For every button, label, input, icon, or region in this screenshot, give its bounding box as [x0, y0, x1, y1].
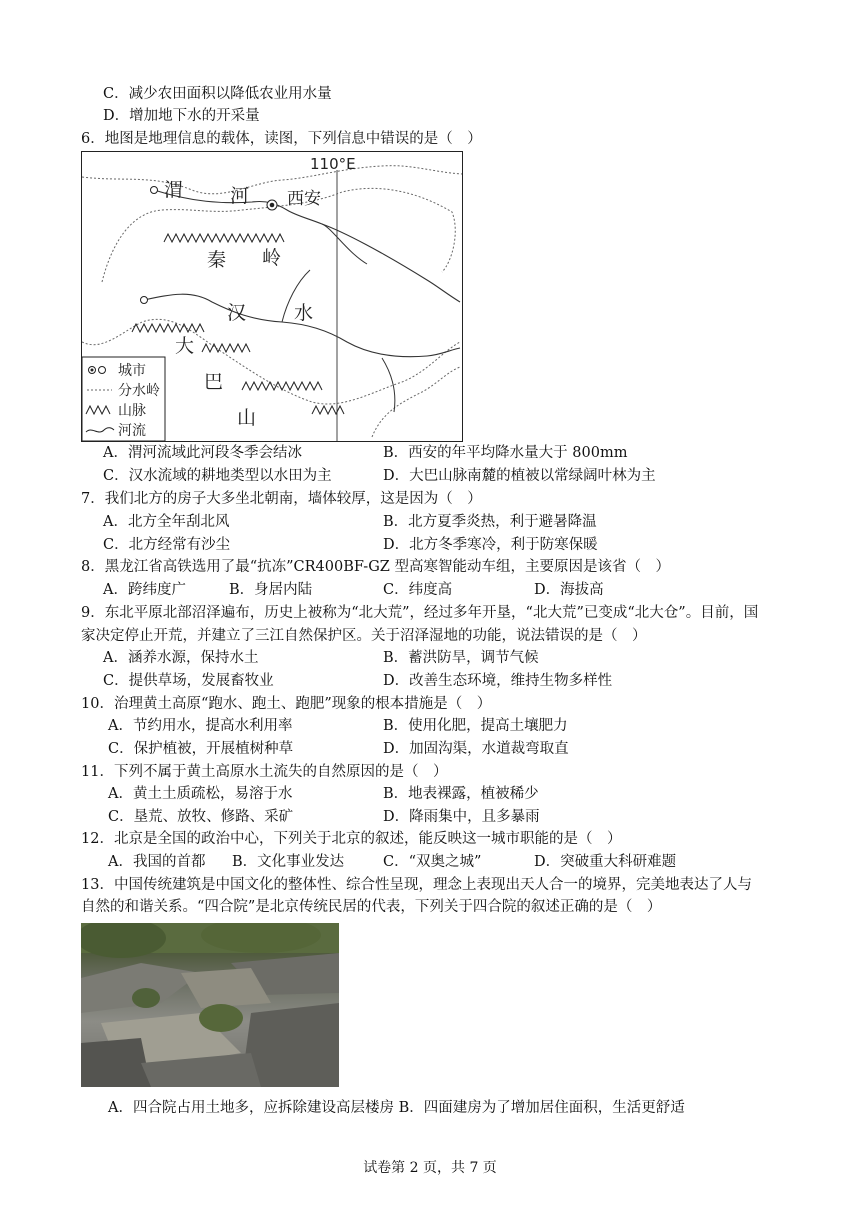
- q11-option-a: A．黄土土质疏松，易溶于水: [108, 786, 293, 802]
- q12-option-b: B．文化事业发达: [232, 854, 345, 870]
- q12-option-d: D．突破重大科研难题: [534, 854, 677, 870]
- map-longitude-label: 110°E: [310, 155, 356, 173]
- q5-option-c: C．减少农田面积以降低农业用水量: [103, 86, 332, 102]
- q9-option-c: C．提供草场，发展畜牧业: [103, 673, 274, 689]
- q9-stem-line1: 9．东北平原北部沼泽遍布，历史上被称为“北大荒”，经过多年开垦，“北大荒”已变成“北大仓”。目前，国: [81, 605, 759, 621]
- map-label-da: 大: [175, 335, 195, 357]
- map-label-shui: 水: [294, 302, 314, 324]
- legend-watershed: 分水岭: [118, 383, 160, 399]
- q6-option-c: C．汉水流域的耕地类型以水田为主: [103, 468, 332, 484]
- map-legend: [82, 357, 165, 441]
- q12-option-a: A．我国的首都: [108, 854, 206, 870]
- q9-option-d: D．改善生态环境，维持生物多样性: [383, 673, 613, 689]
- q10-option-b: B．使用化肥，提高土壤肥力: [383, 718, 568, 734]
- map-label-han: 汉: [227, 302, 247, 324]
- q10-option-d: D．加固沟渠，水道裁弯取直: [383, 741, 569, 757]
- q8-option-c: C．纬度高: [383, 582, 453, 598]
- legend-city: 城市: [118, 363, 146, 379]
- q7-option-c: C．北方经常有沙尘: [103, 537, 231, 553]
- legend-mountain: 山脉: [118, 403, 146, 419]
- map-label-ling: 岭: [262, 247, 282, 269]
- q7-stem: 7．我们北方的房子大多坐北朝南，墙体较厚，这是因为（ ）: [81, 491, 482, 507]
- q7-option-a: A．北方全年刮北风: [103, 514, 230, 530]
- siheyuan-photo: [81, 923, 339, 1087]
- map-label-shan: 山: [237, 407, 257, 429]
- q6-option-d: D．大巴山脉南麓的植被以常绿阔叶林为主: [383, 468, 656, 484]
- q7-option-d: D．北方冬季寒冷，利于防寒保暖: [383, 537, 598, 553]
- q11-option-c: C．垦荒、放牧、修路、采矿: [108, 809, 294, 825]
- map-figure: [81, 151, 463, 442]
- q6-stem: 6．地图是地理信息的载体，读图，下列信息中错误的是（ ）: [81, 131, 482, 147]
- q8-option-d: D．海拔高: [534, 582, 604, 598]
- q6-option-a: A．渭河流域此河段冬季会结冰: [103, 445, 302, 461]
- q6-option-b: B．西安的年平均降水量大于 800mm: [383, 445, 628, 461]
- q8-option-a: A．跨纬度广: [103, 582, 186, 598]
- q11-option-b: B．地表裸露，植被稀少: [383, 786, 539, 802]
- q5-option-d: D．增加地下水的开采量: [103, 108, 260, 124]
- q13-stem-line2: 自然的和谐关系。“四合院”是北京传统民居的代表，下列关于四合院的叙述正确的是（ ）: [81, 899, 662, 915]
- q10-option-a: A．节约用水，提高水利用率: [108, 718, 293, 734]
- map-label-xian: 西安: [287, 189, 321, 209]
- q10-option-c: C．保护植被，开展植树种草: [108, 741, 294, 757]
- q13-options-ab: A．四合院占用土地多，应拆除建设高层楼房 B．四面建房为了增加居住面积，生活更舒适: [108, 1100, 685, 1116]
- q9-option-a: A．涵养水源，保持水土: [103, 650, 259, 666]
- map-label-he: 河: [230, 185, 250, 207]
- q10-stem: 10．治理黄土高原“跑水、跑土、跑肥”现象的根本措施是（ ）: [81, 696, 492, 712]
- map-label-qin: 秦: [207, 249, 227, 271]
- q8-option-b: B．身居内陆: [229, 582, 313, 598]
- map-label-wei: 渭: [164, 179, 184, 201]
- q12-option-c: C．“双奥之城”: [383, 854, 482, 870]
- q11-stem: 11．下列不属于黄土高原水土流失的自然原因的是（ ）: [81, 764, 448, 780]
- q9-stem-line2: 家决定停止开荒，并建立了三江自然保护区。关于沼泽湿地的功能，说法错误的是（ ）: [81, 628, 647, 644]
- q9-option-b: B．蓄洪防旱，调节气候: [383, 650, 539, 666]
- q8-stem: 8．黑龙江省高铁选用了最“抗冻”CR400BF-GZ 型高寒智能动车组，主要原因是该省（ ）: [81, 559, 670, 575]
- q11-option-d: D．降雨集中，且多暴雨: [383, 809, 540, 825]
- q7-option-b: B．北方夏季炎热，利于避暑降温: [383, 514, 597, 530]
- q13-stem-line1: 13．中国传统建筑是中国文化的整体性、综合性呈现，理念上表现出天人合一的境界，完美地表达了人与: [81, 877, 752, 893]
- q12-stem: 12．北京是全国的政治中心，下列关于北京的叙述，能反映这一城市职能的是（ ）: [81, 831, 622, 847]
- legend-river: 河流: [118, 423, 146, 439]
- page-footer: 试卷第 2 页，共 7 页: [363, 1160, 497, 1176]
- map-label-ba: 巴: [204, 371, 224, 393]
